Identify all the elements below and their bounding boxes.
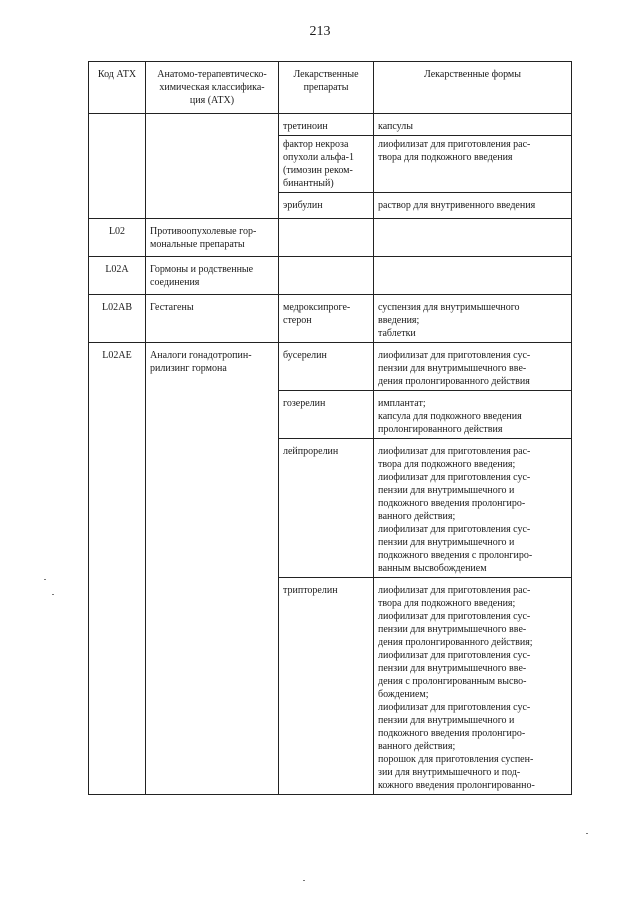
forms-cell: [374, 257, 572, 295]
atc-table: [88, 61, 572, 795]
table-row: [89, 219, 572, 257]
class-cell: Аналоги гонадотропин- рилизинг гормона: [146, 343, 279, 795]
code-cell: L02AE: [89, 343, 146, 795]
forms-cell: лиофилизат для приготовления рас- твора для подкожного введения: [374, 136, 572, 193]
scan-speck: [52, 594, 54, 595]
code-cell: L02: [89, 219, 146, 257]
drug-cell: [279, 257, 374, 295]
table-row: [89, 343, 572, 391]
drug-cell: лейпрорелин: [279, 439, 374, 578]
drug-cell: гозерелин: [279, 391, 374, 439]
code-cell: L02A: [89, 257, 146, 295]
drug-cell: [279, 219, 374, 257]
forms-cell: [374, 219, 572, 257]
drug-cell: бусерелин: [279, 343, 374, 391]
forms-cell: лиофилизат для приготовления рас- твора для подкожного введения; лиофилизат для приготовления сус- пензии для внутримышечного вве- дения пролонгированного действия; лиофилизат для приготовления сус- пензии для внутримышечного вве- дения с пролонгированным высво- бождением; лиофилизат для приготовления сус- пензии для внутримышечного и подкожного введения пролонгиро- ванного действия; порошок для приготовления суспен- зии для внутримышечного и под- кожного введения пролонгированно-: [374, 578, 572, 795]
forms-cell: капсулы: [374, 114, 572, 136]
drug-cell: фактор некроза опухоли альфа-1 (тимозин реком- бинантный): [279, 136, 374, 193]
code-cell: [89, 114, 146, 219]
drug-cell: третиноин: [279, 114, 374, 136]
table-row: [89, 257, 572, 295]
header-atc-code: Код АТХ: [89, 62, 146, 114]
scan-speck: [303, 880, 305, 881]
drug-cell: трипторелин: [279, 578, 374, 795]
drug-cell: медроксипроге- стерон: [279, 295, 374, 343]
forms-cell: имплантат; капсула для подкожного введения пролонгированного действия: [374, 391, 572, 439]
forms-cell: суспензия для внутримышечного введения; таблетки: [374, 295, 572, 343]
class-cell: Противоопухолевые гор- мональные препараты: [146, 219, 279, 257]
forms-cell: лиофилизат для приготовления рас- твора для подкожного введения; лиофилизат для приготовления сус- пензии для внутримышечного и подкожного введения пролонгиро- ванного действия; лиофилизат для приготовления сус- пензии для внутримышечного и подкожного введения с пролонгиро- ванным высвобождением: [374, 439, 572, 578]
table-header-row: [89, 62, 572, 114]
drug-cell: эрибулин: [279, 193, 374, 219]
class-cell: Гормоны и родственные соединения: [146, 257, 279, 295]
table-row: [89, 295, 572, 343]
class-cell: Гестагены: [146, 295, 279, 343]
class-cell: [146, 114, 279, 219]
header-dosage-forms: Лекарственные формы: [374, 62, 572, 114]
forms-cell: раствор для внутривенного введения: [374, 193, 572, 219]
scan-speck: [44, 579, 46, 580]
header-atc-classification: Анатомо-терапевтическо- химическая классифика- ция (АТХ): [146, 62, 279, 114]
code-cell: L02AB: [89, 295, 146, 343]
scan-speck: [586, 833, 588, 834]
header-drugs: Лекарственные препараты: [279, 62, 374, 114]
forms-cell: лиофилизат для приготовления сус- пензии для внутримышечного вве- дения пролонгированного действия: [374, 343, 572, 391]
page-number: 213: [309, 24, 331, 39]
table-row: [89, 114, 572, 136]
